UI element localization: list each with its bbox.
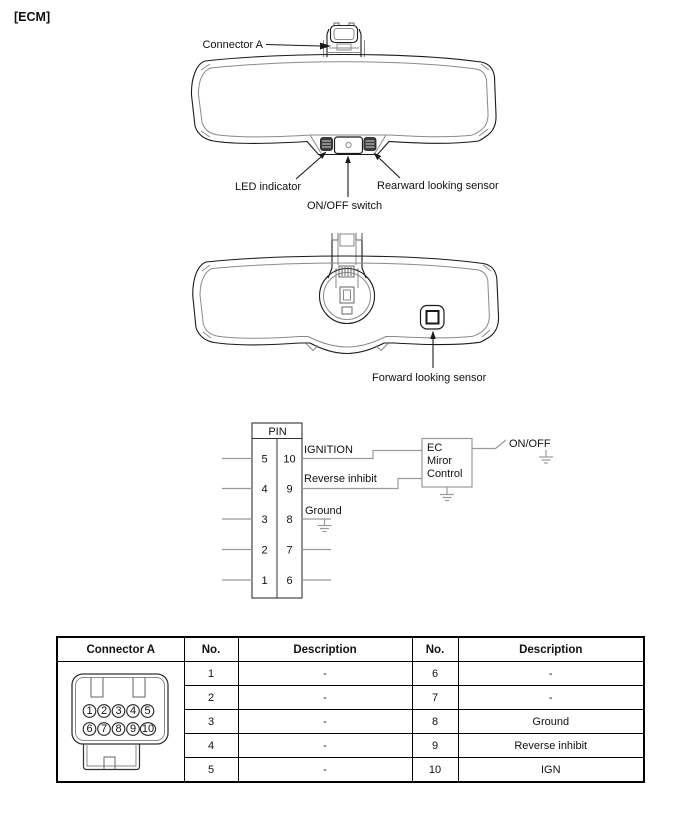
forward-sensor [421, 306, 445, 330]
column-header: No. [412, 637, 458, 662]
description-cell: Reverse inhibit [458, 734, 644, 758]
connector-pin-number: 1 [86, 705, 93, 717]
pin-no-cell: 4 [184, 734, 238, 758]
connector-pin-number: 8 [115, 723, 122, 735]
table-row [57, 662, 644, 686]
rearward-sensor-label: Rearward looking sensor [377, 180, 499, 192]
description-cell: - [238, 758, 412, 783]
column-header: No. [184, 637, 238, 662]
connector-table-section [56, 636, 645, 783]
column-header: Description [458, 637, 644, 662]
arm-detail-box [340, 287, 354, 303]
mirror-rear-illustration [193, 233, 499, 384]
connector-pin-number: 5 [144, 705, 151, 717]
forward-sensor-label: Forward looking sensor [372, 372, 487, 384]
mount-base-detail [337, 44, 351, 50]
connector-pin-number: 3 [115, 705, 122, 717]
arm-detail-foot [342, 307, 352, 314]
arm-detail-hatchbox [339, 266, 354, 277]
description-cell: Ground [458, 710, 644, 734]
description-cell: - [458, 662, 644, 686]
pin-schematic [222, 423, 553, 598]
page-title: [ECM] [14, 10, 51, 24]
pin-no-cell: 6 [412, 662, 458, 686]
mount-bracket [324, 23, 365, 57]
pin-no-cell: 1 [184, 662, 238, 686]
pin-no-cell: 5 [184, 758, 238, 783]
pin-no-cell: 3 [184, 710, 238, 734]
pin-no-cell: 7 [412, 686, 458, 710]
arm-right-edge [362, 233, 366, 278]
pin-number-left: 1 [261, 575, 268, 587]
pin-number-right: 8 [286, 514, 293, 526]
connector-a-label: Connector A [202, 39, 263, 51]
onoff-switch-button [335, 137, 363, 154]
connector-pin-number: 2 [100, 705, 107, 717]
connector-pin-number: 6 [86, 723, 93, 735]
connector-tab-slot [104, 757, 115, 770]
arm-cap [340, 234, 354, 246]
connector-pin-number: 10 [141, 723, 154, 735]
pin-no-cell: 10 [412, 758, 458, 783]
connector-a-graphic-cell [57, 662, 184, 783]
description-cell: - [238, 662, 412, 686]
table-header-row [57, 637, 644, 662]
mirror-rear-outline [193, 256, 499, 354]
column-header: Description [238, 637, 412, 662]
pin-header-label: PIN [268, 426, 287, 438]
arm-detail-box-inner [344, 290, 351, 300]
forward-sensor-arrowhead [430, 331, 436, 340]
onoff-switch-arrowhead [345, 156, 351, 164]
ground-symbol [318, 519, 332, 532]
arm-tab-left [332, 233, 338, 240]
mirror-front-illustration [191, 23, 499, 212]
pin-number-left: 2 [261, 544, 268, 557]
ground-symbol [539, 450, 553, 463]
pin-no-cell: 9 [412, 734, 458, 758]
pin-no-cell: 2 [184, 686, 238, 710]
mount-base-circle-inner [324, 273, 371, 320]
mount-arm [320, 233, 375, 324]
pin-number-right: 6 [286, 575, 293, 587]
pin-number-right: 7 [286, 544, 293, 557]
ec-box-line: Control [427, 468, 463, 480]
connector-tab-inner [87, 744, 136, 766]
pin-number-right: 9 [286, 483, 293, 496]
led-indicator-arrow [296, 157, 322, 180]
connector-pin-number: 4 [129, 705, 136, 717]
pin-number-left: 5 [261, 453, 268, 466]
onoff-wire-label: ON/OFF [509, 438, 551, 450]
mount-cap-inner [334, 29, 354, 40]
arm-tab-right [356, 233, 362, 240]
description-cell: IGN [458, 758, 644, 783]
connector-a-graphic [71, 672, 171, 774]
description-cell: - [238, 710, 412, 734]
pin-number-left: 3 [261, 514, 268, 526]
left-pin-stubs [222, 459, 252, 581]
ground-symbol [440, 487, 454, 501]
column-header: Connector A [57, 637, 184, 662]
pin-number-right: 10 [283, 453, 296, 466]
reverse-inhibit-wire-label: Reverse inhibit [304, 473, 377, 485]
onoff-switch-label: ON/OFF switch [307, 200, 383, 212]
led-indicator-label: LED indicator [235, 181, 302, 193]
description-cell: - [458, 686, 644, 710]
pin-no-cell: 8 [412, 710, 458, 734]
connector-pin-number: 7 [100, 723, 107, 735]
pin-number-left: 4 [261, 483, 268, 496]
description-cell: - [238, 734, 412, 758]
connector-a-arrow [266, 45, 320, 47]
ec-box-line: Miror [427, 455, 453, 467]
mirror-front-inner-line [198, 62, 488, 137]
rearward-sensor-arrow [380, 159, 401, 179]
connector-pin-number: 9 [129, 723, 136, 735]
description-cell: - [238, 686, 412, 710]
ground-wire-label: Ground [305, 505, 342, 517]
connector-table [56, 636, 645, 783]
ignition-wire-label: IGNITION [304, 444, 353, 456]
onoff-switch-symbol [496, 440, 507, 449]
ec-box-line: EC [427, 442, 443, 454]
